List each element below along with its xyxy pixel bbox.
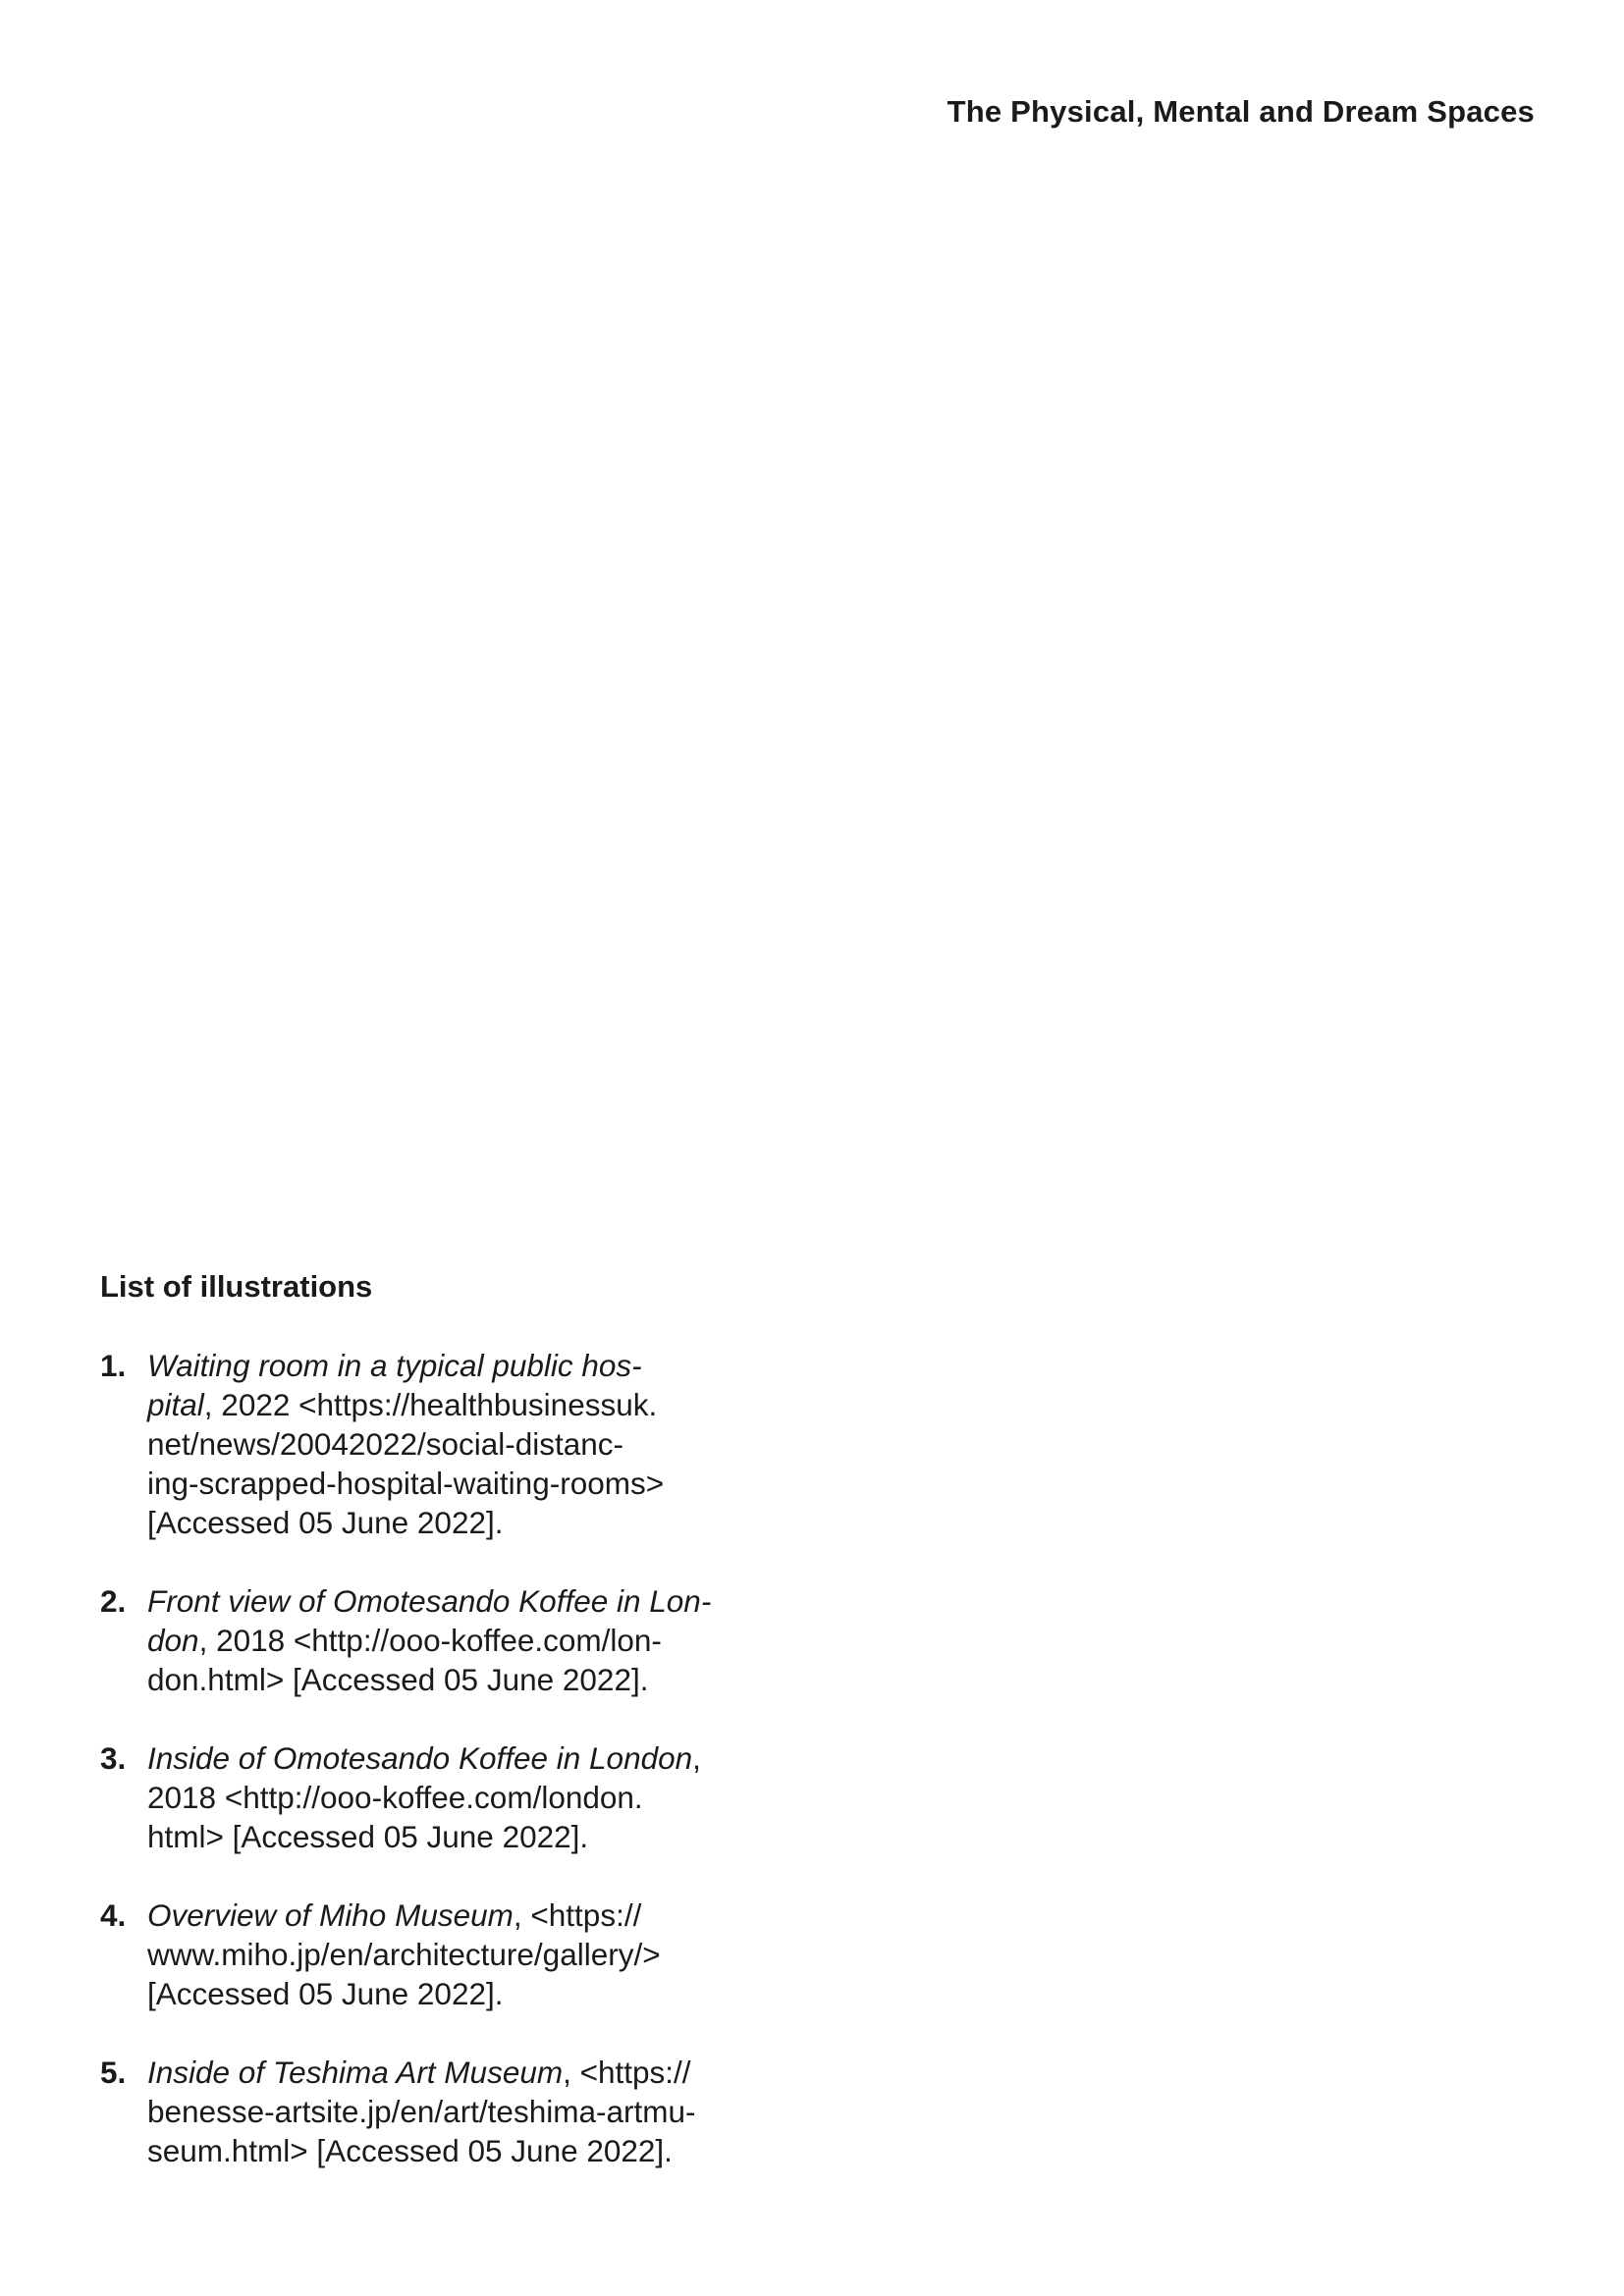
entry-reference-text: don.html> [Accessed 05 June 2022]. [147, 1662, 649, 1698]
illustration-entry [100, 1346, 807, 1542]
entry-number: 2. [100, 1583, 127, 1620]
entry-reference-text: ing-scrapped-hospital-waiting-rooms> [147, 1466, 665, 1502]
entry-line [147, 1464, 807, 1503]
entry-reference-text: [Accessed 05 June 2022]. [147, 1505, 504, 1541]
entry-title-text: Overview of Miho Museum [147, 1897, 514, 1934]
entry-title-text: pital [147, 1387, 204, 1423]
illustrations-list [100, 1346, 807, 2170]
entry-line [147, 1424, 807, 1464]
entry-line [147, 1581, 807, 1621]
entry-reference-text: www.miho.jp/en/architecture/gallery/> [147, 1937, 661, 1973]
entry-title-text: Inside of Omotesando Koffee in London [147, 1740, 693, 1777]
entry-reference-text: [Accessed 05 June 2022]. [147, 1976, 504, 2012]
entry-line [147, 2053, 807, 2092]
entry-line [147, 1503, 807, 1542]
entry-line [147, 1817, 807, 1856]
section-heading: List of illustrations [100, 1269, 373, 1304]
entry-line [147, 1738, 807, 1778]
entry-reference-text: , 2018 <http://ooo-koffee.com/lon- [198, 1623, 662, 1659]
entry-number: 1. [100, 1348, 127, 1384]
entry-line [147, 1974, 807, 2013]
entry-title-text: Front view of Omotesando Koffee in Lon- [147, 1583, 712, 1620]
entry-number: 5. [100, 2055, 127, 2091]
running-header-title: The Physical, Mental and Dream Spaces [947, 94, 1535, 129]
entry-reference-text: html> [Accessed 05 June 2022]. [147, 1819, 589, 1855]
list-of-illustrations-section [100, 1268, 807, 2210]
entry-line [147, 1346, 807, 1385]
illustration-entry [100, 1581, 807, 1699]
entry-line [147, 2131, 807, 2170]
entry-reference-text: , [692, 1740, 701, 1777]
entry-title-text: don [147, 1623, 199, 1659]
entry-reference-text: net/news/20042022/social-distanc- [147, 1426, 624, 1463]
entry-reference-text: , 2022 <https://healthbusinessuk. [203, 1387, 658, 1423]
entry-line [147, 1385, 807, 1424]
entry-reference-text: seum.html> [Accessed 05 June 2022]. [147, 2133, 673, 2169]
entry-reference-text: benesse-artsite.jp/en/art/teshima-artmu- [147, 2094, 696, 2130]
illustration-entry [100, 2053, 807, 2170]
illustration-entry [100, 1738, 807, 1856]
entry-line [147, 2092, 807, 2131]
entry-title-text: Inside of Teshima Art Museum [147, 2055, 564, 2091]
entry-title-text: Waiting room in a typical public hos- [147, 1348, 642, 1384]
entry-line [147, 1660, 807, 1699]
entry-reference-text: , <https:// [513, 1897, 642, 1934]
illustration-entry [100, 1896, 807, 2013]
entry-line [147, 1896, 807, 1935]
entry-number: 4. [100, 1897, 127, 1934]
entry-line [147, 1935, 807, 1974]
entry-line [147, 1778, 807, 1817]
entry-reference-text: , <https:// [563, 2055, 691, 2091]
entry-number: 3. [100, 1740, 127, 1777]
entry-line [147, 1621, 807, 1660]
entry-reference-text: 2018 <http://ooo-koffee.com/london. [147, 1780, 643, 1816]
